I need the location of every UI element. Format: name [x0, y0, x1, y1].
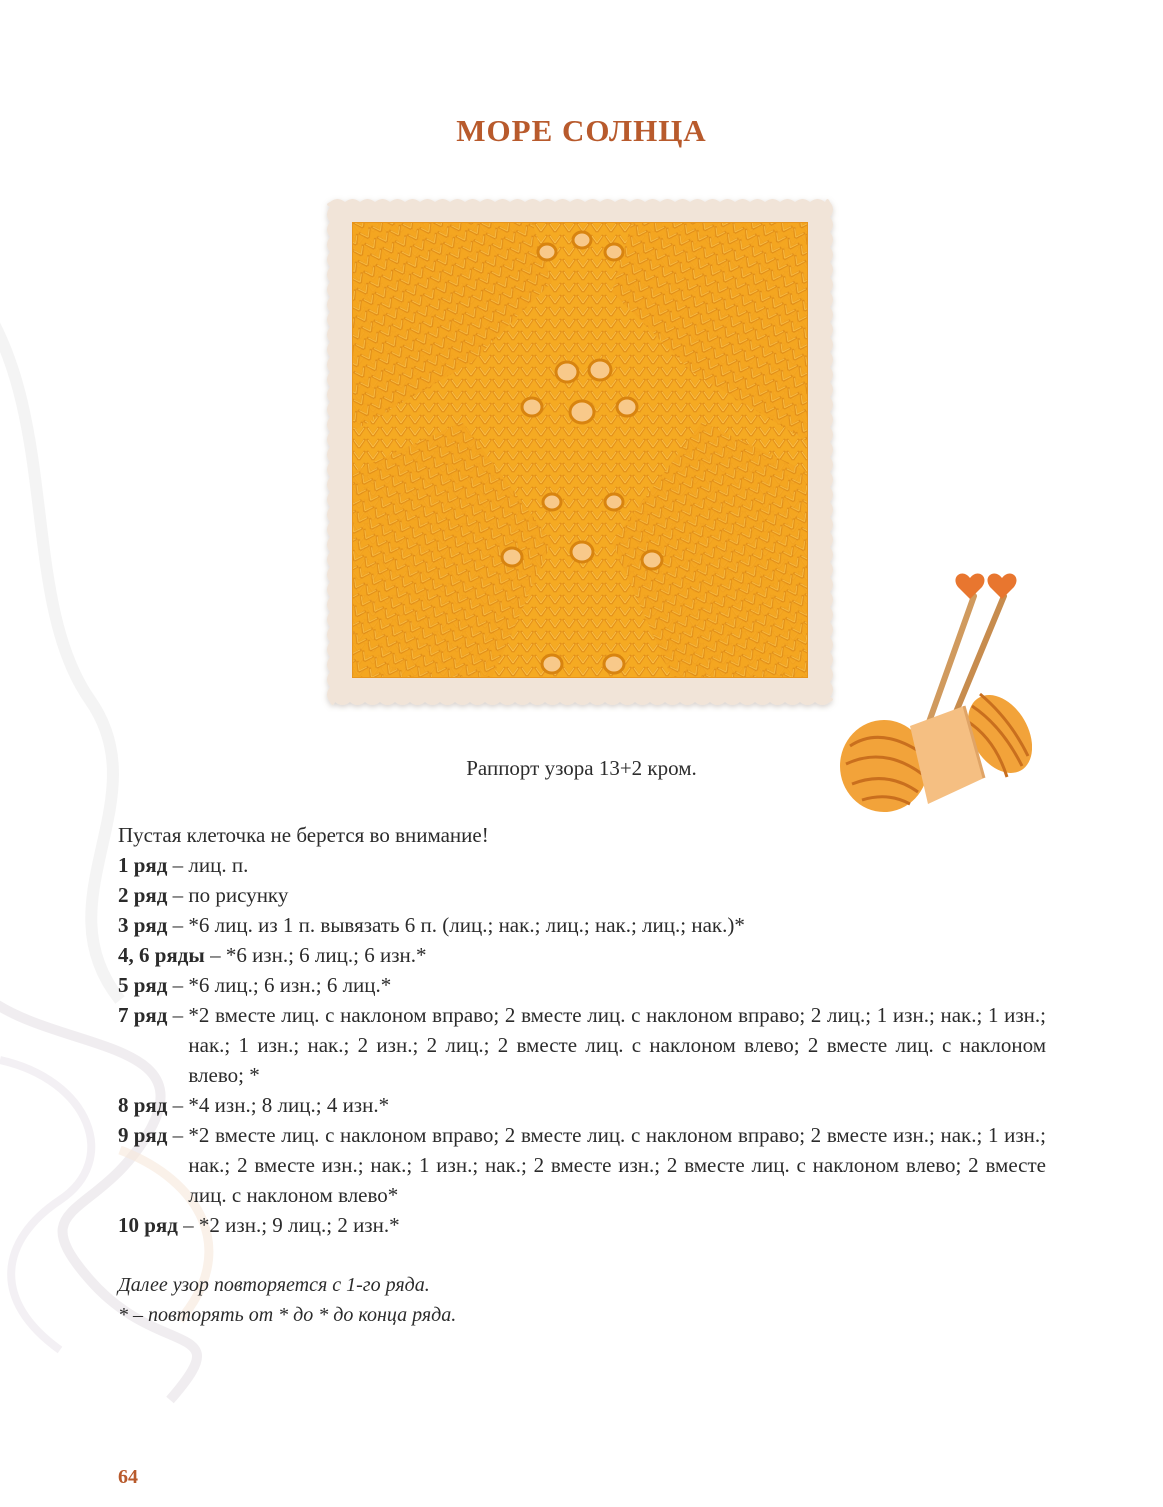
instruction-row-5	[118, 970, 1046, 1000]
pattern-notes	[118, 1270, 1046, 1330]
page-title: МОРЕ СОЛНЦА	[456, 113, 707, 148]
instructions-intro: Пустая клеточка не берется во внимание!	[118, 823, 489, 847]
pattern-repeat-caption: Раппорт узора 13+2 кром.	[466, 756, 697, 780]
instruction-row-9	[118, 1120, 1046, 1210]
row-label: 9 ряд –	[118, 1123, 189, 1147]
row-text: *2 вместе лиц. с наклоном вправо; 2 вместе лиц. с наклоном вправо; 2 вместе изн.; нак.; 1 изн.; нак.; 2 вместе изн.; нак.; 1 изн.; нак.; 2 вместе изн.; 2 вместе лиц. с наклоном влево; 2 вместе лиц. с наклоном влево*	[188, 1123, 1046, 1207]
knit-sample-stamp	[320, 192, 840, 712]
row-text: *2 вместе лиц. с наклоном вправо; 2 вместе лиц. с наклоном вправо; 2 лиц.; 1 изн.; нак.; 1 изн.; нак.; 1 изн.; нак.; 2 изн.; 2 лиц.; 2 вместе лиц. с наклоном влево; 2 вместе лиц. с наклоном влево; *	[188, 1003, 1046, 1087]
instruction-row-8	[118, 1090, 1046, 1120]
row-text: *6 лиц.; 6 изн.; 6 лиц.*	[188, 973, 392, 997]
yarn-skein-with-needles-icon	[832, 566, 1032, 836]
instruction-row-10	[118, 1210, 1046, 1240]
row-label: 5 ряд –	[118, 973, 189, 997]
knit-pattern-photo	[352, 222, 808, 678]
instruction-row-1	[118, 850, 1046, 880]
instruction-row-3	[118, 910, 1046, 940]
row-text: *2 изн.; 9 лиц.; 2 изн.*	[198, 1213, 400, 1237]
row-label: 8 ряд –	[118, 1093, 189, 1117]
asterisk-note: * – повторять от * до * до конца ряда.	[118, 1304, 457, 1326]
page-number: 64	[118, 1466, 138, 1488]
row-text: *6 лиц. из 1 п. вывязать 6 п. (лиц.; нак.; лиц.; нак.; лиц.; нак.)*	[188, 913, 745, 937]
row-text: *4 изн.; 8 лиц.; 4 изн.*	[188, 1093, 390, 1117]
row-text: *6 изн.; 6 лиц.; 6 изн.*	[225, 943, 427, 967]
row-label: 10 ряд –	[118, 1213, 199, 1237]
instruction-row-4-6	[118, 940, 1046, 970]
instruction-row-2	[118, 880, 1046, 910]
row-text: лиц. п.	[188, 853, 249, 877]
row-text: по рисунку	[188, 883, 289, 907]
repeat-note: Далее узор повторяется с 1-го ряда.	[118, 1274, 430, 1296]
knitting-instructions	[118, 820, 1046, 1240]
row-label: 2 ряд –	[118, 883, 189, 907]
instruction-row-7	[118, 1000, 1046, 1090]
row-label: 3 ряд –	[118, 913, 189, 937]
row-label: 1 ряд –	[118, 853, 189, 877]
row-label: 4, 6 ряды –	[118, 943, 226, 967]
row-label: 7 ряд –	[118, 1003, 189, 1027]
